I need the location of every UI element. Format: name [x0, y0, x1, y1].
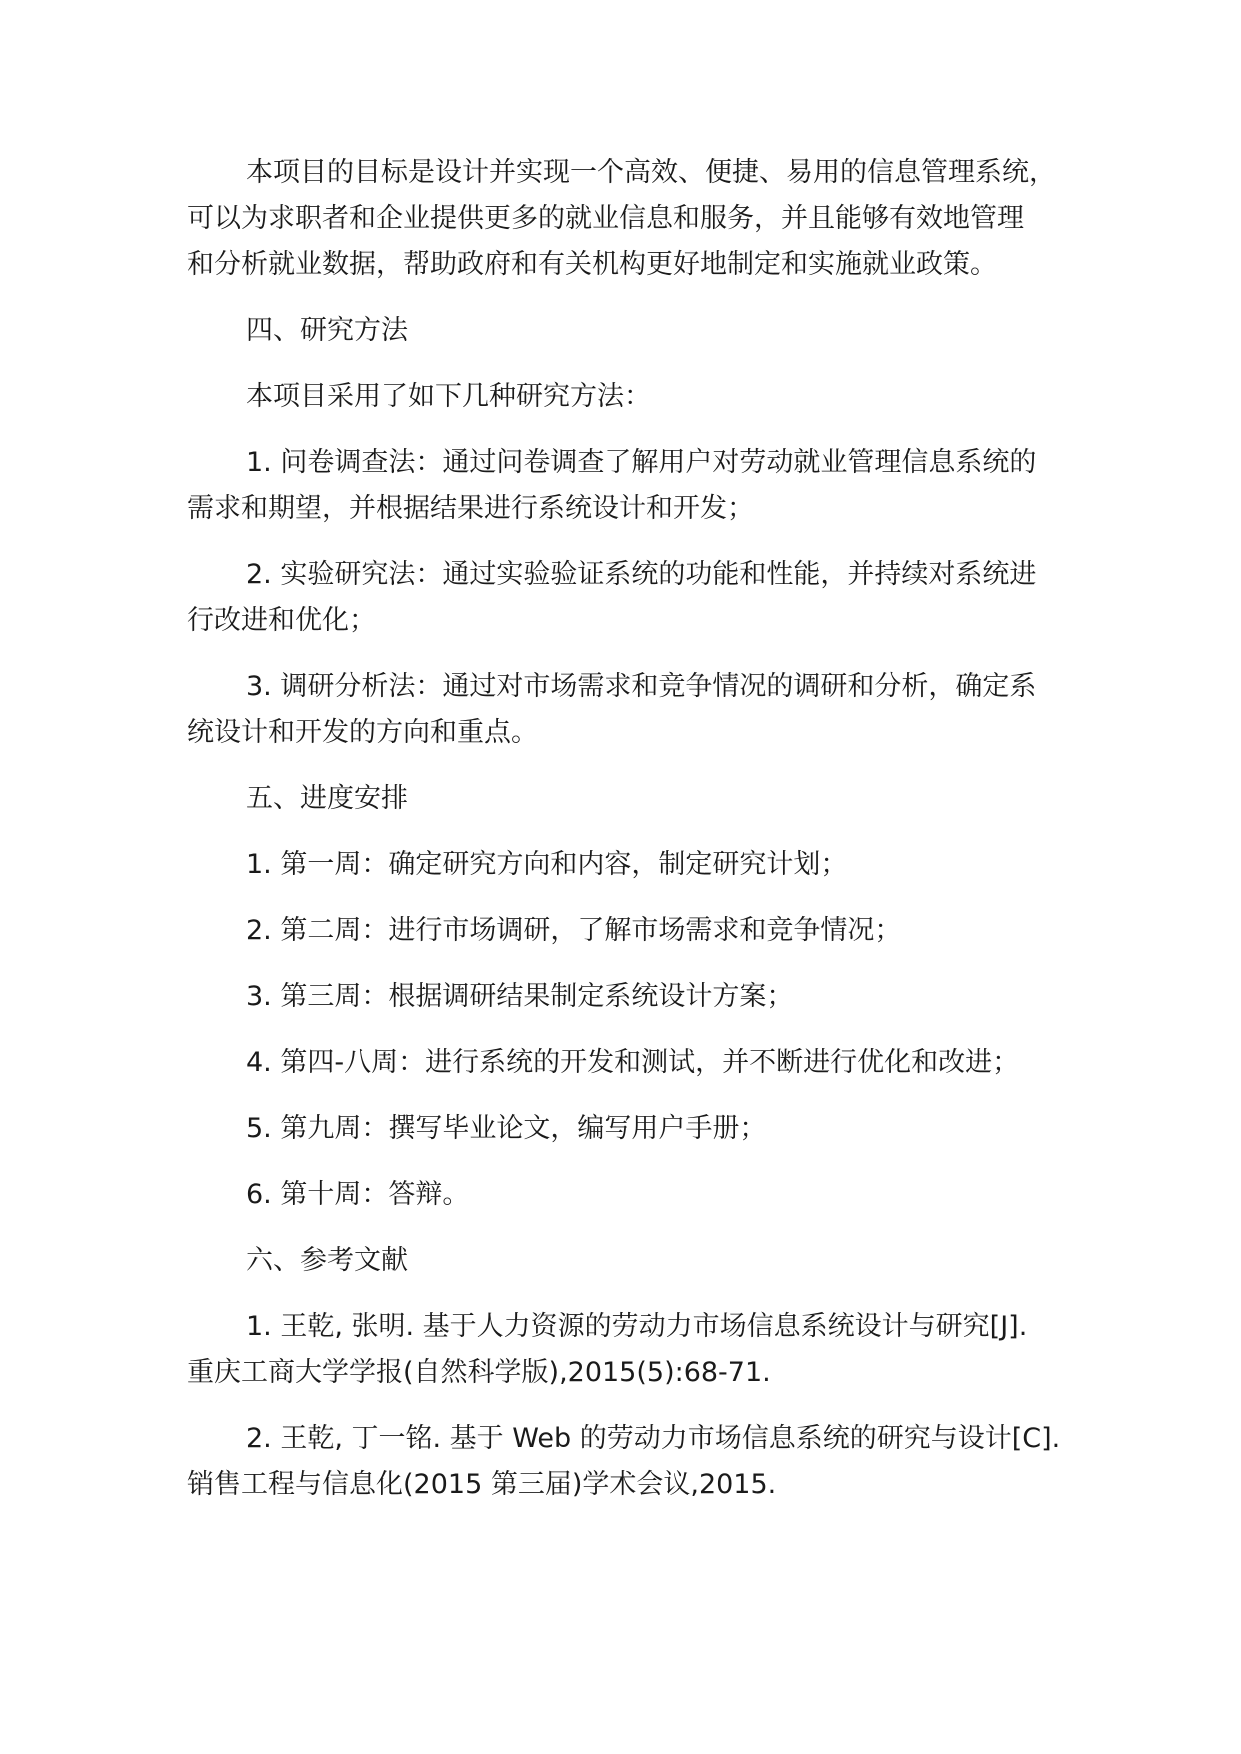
- list-item-schedule-6: [187, 1172, 1087, 1218]
- text-line: 1. 王乾, 张明. 基于人力资源的劳动力市场信息系统设计与研究[J].: [246, 1311, 1028, 1342]
- list-item-method-3: [187, 664, 1087, 756]
- text-line: 和分析就业数据，帮助政府和有关机构更好地制定和实施就业政策。: [187, 249, 997, 280]
- list-item-method-2: [187, 552, 1087, 644]
- text-line: 本项目采用了如下几种研究方法：: [246, 381, 651, 412]
- text-line: 1. 第一周：确定研究方向和内容，制定研究计划；: [246, 849, 848, 880]
- text-line: 2. 王乾, 丁一铭. 基于 Web 的劳动力市场信息系统的研究与设计[C].: [246, 1423, 1061, 1454]
- text-line: 2. 实验研究法：通过实验验证系统的功能和性能，并持续对系统进: [246, 559, 1037, 590]
- paragraph-methods-intro: [187, 374, 1087, 420]
- text-line: 4. 第四-八周：进行系统的开发和测试，并不断进行优化和改进；: [246, 1047, 1020, 1078]
- text-line: 统设计和开发的方向和重点。: [187, 717, 538, 748]
- list-item-schedule-1: [187, 842, 1087, 888]
- text-line: 5. 第九周：撰写毕业论文，编写用户手册；: [246, 1113, 767, 1144]
- list-item-schedule-5: [187, 1106, 1087, 1152]
- text-line: 本项目的目标是设计并实现一个高效、便捷、易用的信息管理系统，: [246, 157, 1056, 188]
- text-line: 1. 问卷调查法：通过问卷调查了解用户对劳动就业管理信息系统的: [246, 447, 1037, 478]
- text-line: 行改进和优化；: [187, 605, 376, 636]
- section-heading-schedule: 五、进度安排: [246, 783, 408, 814]
- list-item-schedule-2: [187, 908, 1087, 954]
- list-item-schedule-3: [187, 974, 1087, 1020]
- reference-item-1: [187, 1304, 1087, 1396]
- text-line: 2. 第二周：进行市场调研，了解市场需求和竞争情况；: [246, 915, 902, 946]
- text-line: 可以为求职者和企业提供更多的就业信息和服务，并且能够有效地管理: [187, 203, 1024, 234]
- section-heading-methods: 四、研究方法: [246, 315, 408, 346]
- text-line: 需求和期望，并根据结果进行系统设计和开发；: [187, 493, 754, 524]
- text-line: 重庆工商大学学报(自然科学版),2015(5):68-71.: [187, 1357, 771, 1388]
- text-line: 6. 第十周：答辩。: [246, 1179, 470, 1210]
- text-line: 3. 调研分析法：通过对市场需求和竞争情况的调研和分析，确定系: [246, 671, 1037, 702]
- text-line: 3. 第三周：根据调研结果制定系统设计方案；: [246, 981, 794, 1012]
- text-line: 销售工程与信息化(2015 第三届)学术会议,2015.: [187, 1469, 777, 1500]
- reference-item-2: [187, 1416, 1087, 1508]
- document-page: [187, 150, 1087, 1528]
- paragraph-project-goal: [187, 150, 1087, 288]
- list-item-schedule-4: [187, 1040, 1087, 1086]
- list-item-method-1: [187, 440, 1087, 532]
- section-heading-references: 六、参考文献: [246, 1245, 408, 1276]
